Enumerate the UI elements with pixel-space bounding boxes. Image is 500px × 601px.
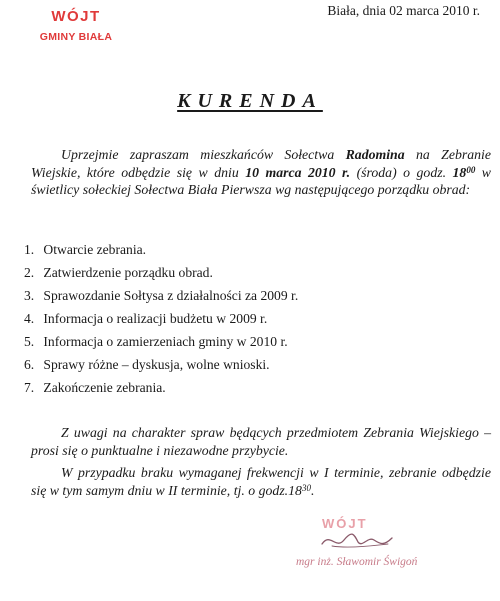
agenda-item xyxy=(24,311,267,327)
quorum-note xyxy=(31,464,491,500)
agenda-item xyxy=(24,357,270,373)
agenda-item-number: 3. xyxy=(24,288,35,303)
quorum-note-end: . xyxy=(310,483,315,498)
handwritten-signature-icon xyxy=(318,528,398,554)
intro-part4: w świetlicy sołeckiej Sołectwa Biała Pierwsza wg następującego porządku obrad: xyxy=(31,164,491,197)
meeting-date: 10 marca 2010 r. xyxy=(245,164,351,180)
agenda-item-number: 6. xyxy=(24,357,35,372)
agenda-item xyxy=(24,265,213,281)
document-date: Biała, dnia 02 marca 2010 r. xyxy=(327,3,480,18)
agenda-item-text: Sprawozdanie Sołtysa z działalności za 2009 r. xyxy=(43,288,299,303)
intro-part3: (środa) o godz. xyxy=(350,164,453,180)
agenda-item xyxy=(24,380,166,396)
agenda-item-text: Informacja o zamierzeniach gminy w 2010 r. xyxy=(43,334,288,349)
agenda-item-text: Otwarcie zebrania. xyxy=(43,242,147,257)
invitation-paragraph xyxy=(31,146,491,199)
stamp-title: WÓJT xyxy=(51,8,101,25)
second-term-minutes: 30 xyxy=(301,483,311,494)
official-stamp xyxy=(26,8,126,44)
quorum-note-text xyxy=(31,464,491,500)
signature-title: WÓJT xyxy=(322,516,368,531)
agenda-item-number: 7. xyxy=(24,380,35,395)
signatory-name: mgr inż. Sławomir Świgoń xyxy=(296,556,418,568)
intro-part2: na Zebranie Wiejskie, które odbędzie się w dniu xyxy=(31,147,491,180)
agenda-item xyxy=(24,334,288,350)
agenda-item xyxy=(24,242,146,258)
agenda-item xyxy=(24,288,298,304)
agenda-item-number: 5. xyxy=(24,334,35,349)
invitation-text xyxy=(31,146,491,199)
stamp-subtitle: GMINY BIAŁA xyxy=(39,31,113,43)
document-title xyxy=(0,90,500,113)
agenda-item-text: Zatwierdzenie porządku obrad. xyxy=(43,265,213,280)
agenda-item-text: Zakończenie zebrania. xyxy=(43,380,166,395)
meeting-hour xyxy=(453,165,476,180)
agenda-item-number: 2. xyxy=(24,265,35,280)
punctuality-note-text: Z uwagi na charakter spraw będących przedmiotem Zebrania Wiejskiego – prosi się o punktualne i niezawodne przybycie. xyxy=(31,425,491,458)
second-term-hour: 18 xyxy=(288,483,302,498)
punctuality-note xyxy=(31,424,491,460)
meeting-minutes: 00 xyxy=(466,164,476,175)
agenda-item-number: 1. xyxy=(24,242,35,257)
document-title-text: KURENDA xyxy=(177,90,323,112)
quorum-note-body: W przypadku braku wymaganej frekwencji w I terminie, zebranie odbędzie się w tym samym dniu w II terminie, tj. o godz. xyxy=(31,465,491,498)
meeting-hour-value: 18 xyxy=(452,164,467,180)
agenda-item-text: Informacja o realizacji budżetu w 2009 r. xyxy=(43,311,268,326)
intro-part1: Uprzejmie zapraszam mieszkańców Sołectwa xyxy=(61,147,346,162)
agenda-item-number: 4. xyxy=(24,311,35,326)
village-name: Radomina xyxy=(345,147,405,162)
agenda-item-text: Sprawy różne – dyskusja, wolne wnioski. xyxy=(43,357,270,372)
